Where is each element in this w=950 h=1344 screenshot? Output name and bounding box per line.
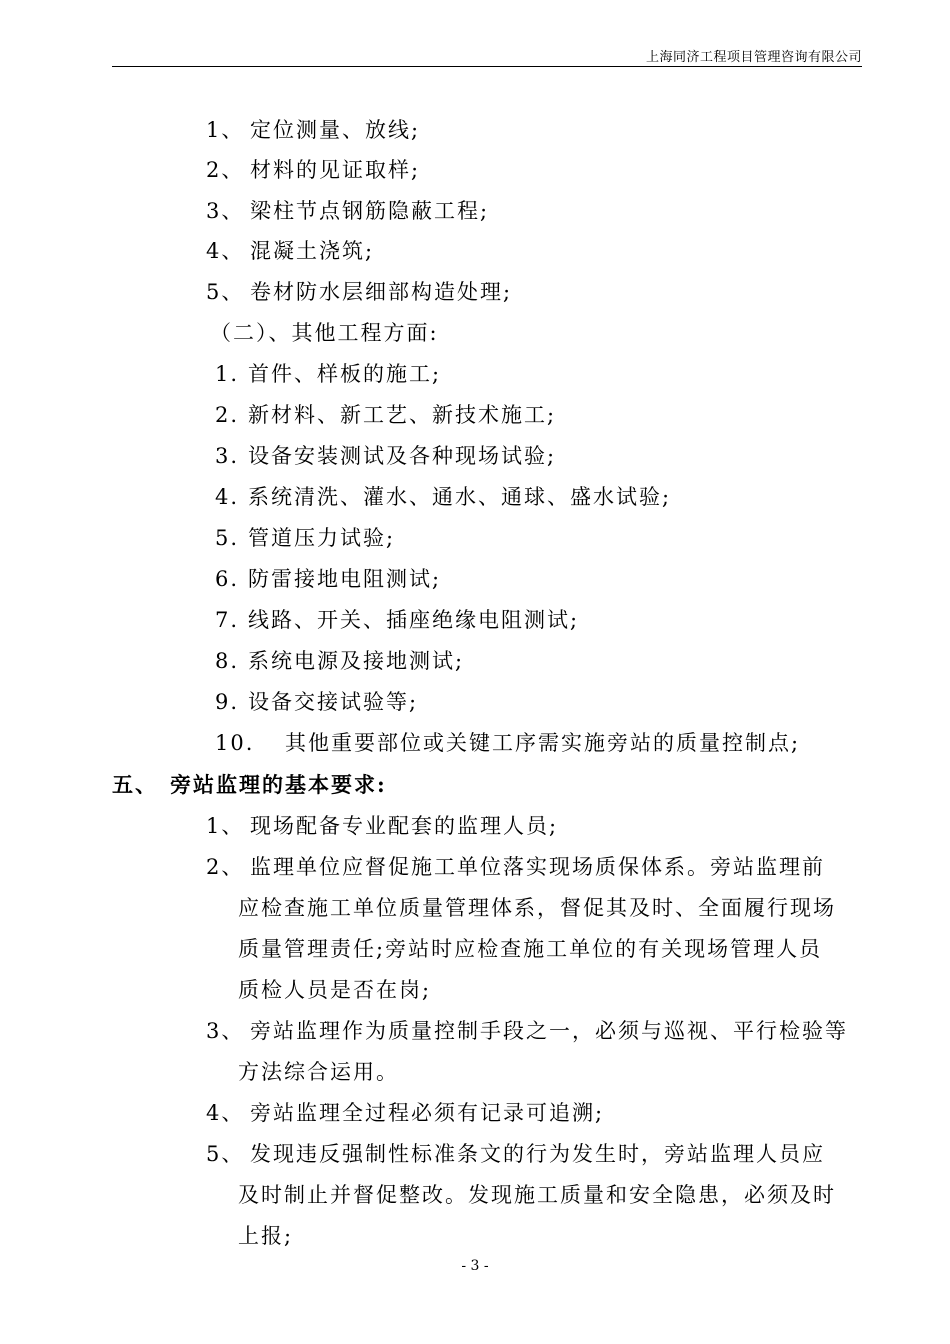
list-item-continuation: 应检查施工单位质量管理体系，督促其及时、全面履行现场 <box>238 896 836 920</box>
list-item: 1、 现场配备专业配套的监理人员; <box>206 814 559 838</box>
section-heading: 五、 旁站监理的基本要求: <box>112 772 387 797</box>
list-item: 4、 旁站监理全过程必须有记录可追溯; <box>206 1101 605 1125</box>
page-number: - 3 - <box>461 1258 489 1274</box>
list-item: 1. 首件、样板的施工; <box>215 362 442 386</box>
list-item: 5、 发现违反强制性标准条文的行为发生时，旁站监理人员应 <box>206 1142 825 1166</box>
page-header <box>112 44 862 67</box>
list-item: 3、 旁站监理作为质量控制手段之一，必须与巡视、平行检验等 <box>206 1019 848 1043</box>
list-item-continuation: 及时制止并督促整改。发现施工质量和安全隐患，必须及时 <box>238 1183 836 1207</box>
list-item: 3、 梁柱节点钢筋隐蔽工程; <box>206 199 490 223</box>
list-item: 6. 防雷接地电阻测试; <box>215 567 442 591</box>
list-item-continuation: 方法综合运用。 <box>238 1060 399 1084</box>
company-name: 上海同济工程项目管理咨询有限公司 <box>645 50 862 65</box>
list-item: 8. 系统电源及接地测试; <box>215 649 465 673</box>
list-item: 9. 设备交接试验等; <box>215 690 419 714</box>
list-item: 2、 监理单位应督促施工单位落实现场质保体系。旁站监理前 <box>206 855 825 879</box>
list-item: 4、 混凝土浇筑; <box>206 239 375 263</box>
list-item: 1、 定位测量、放线; <box>206 118 421 142</box>
list-item: 2. 新材料、新工艺、新技术施工; <box>215 403 557 427</box>
list-item: 5、 卷材防水层细部构造处理; <box>206 280 513 304</box>
list-item: 3. 设备安装测试及各种现场试验; <box>215 444 557 468</box>
subsection-heading: （二）、其他工程方面: <box>210 321 439 345</box>
list-item: 10. 其他重要部位或关键工序需实施旁站的质量控制点; <box>215 731 801 755</box>
list-item-continuation: 质量管理责任;旁站时应检查施工单位的有关现场管理人员 <box>238 937 823 961</box>
list-item: 4. 系统清洗、灌水、通水、通球、盛水试验; <box>215 485 672 509</box>
list-item-continuation: 质检人员是否在岗; <box>238 978 432 1002</box>
list-item: 2、 材料的见证取样; <box>206 158 421 182</box>
list-item: 7. 线路、开关、插座绝缘电阻测试; <box>215 608 580 632</box>
list-item: 5. 管道压力试验; <box>215 526 396 550</box>
list-item-continuation: 上报; <box>238 1224 294 1248</box>
